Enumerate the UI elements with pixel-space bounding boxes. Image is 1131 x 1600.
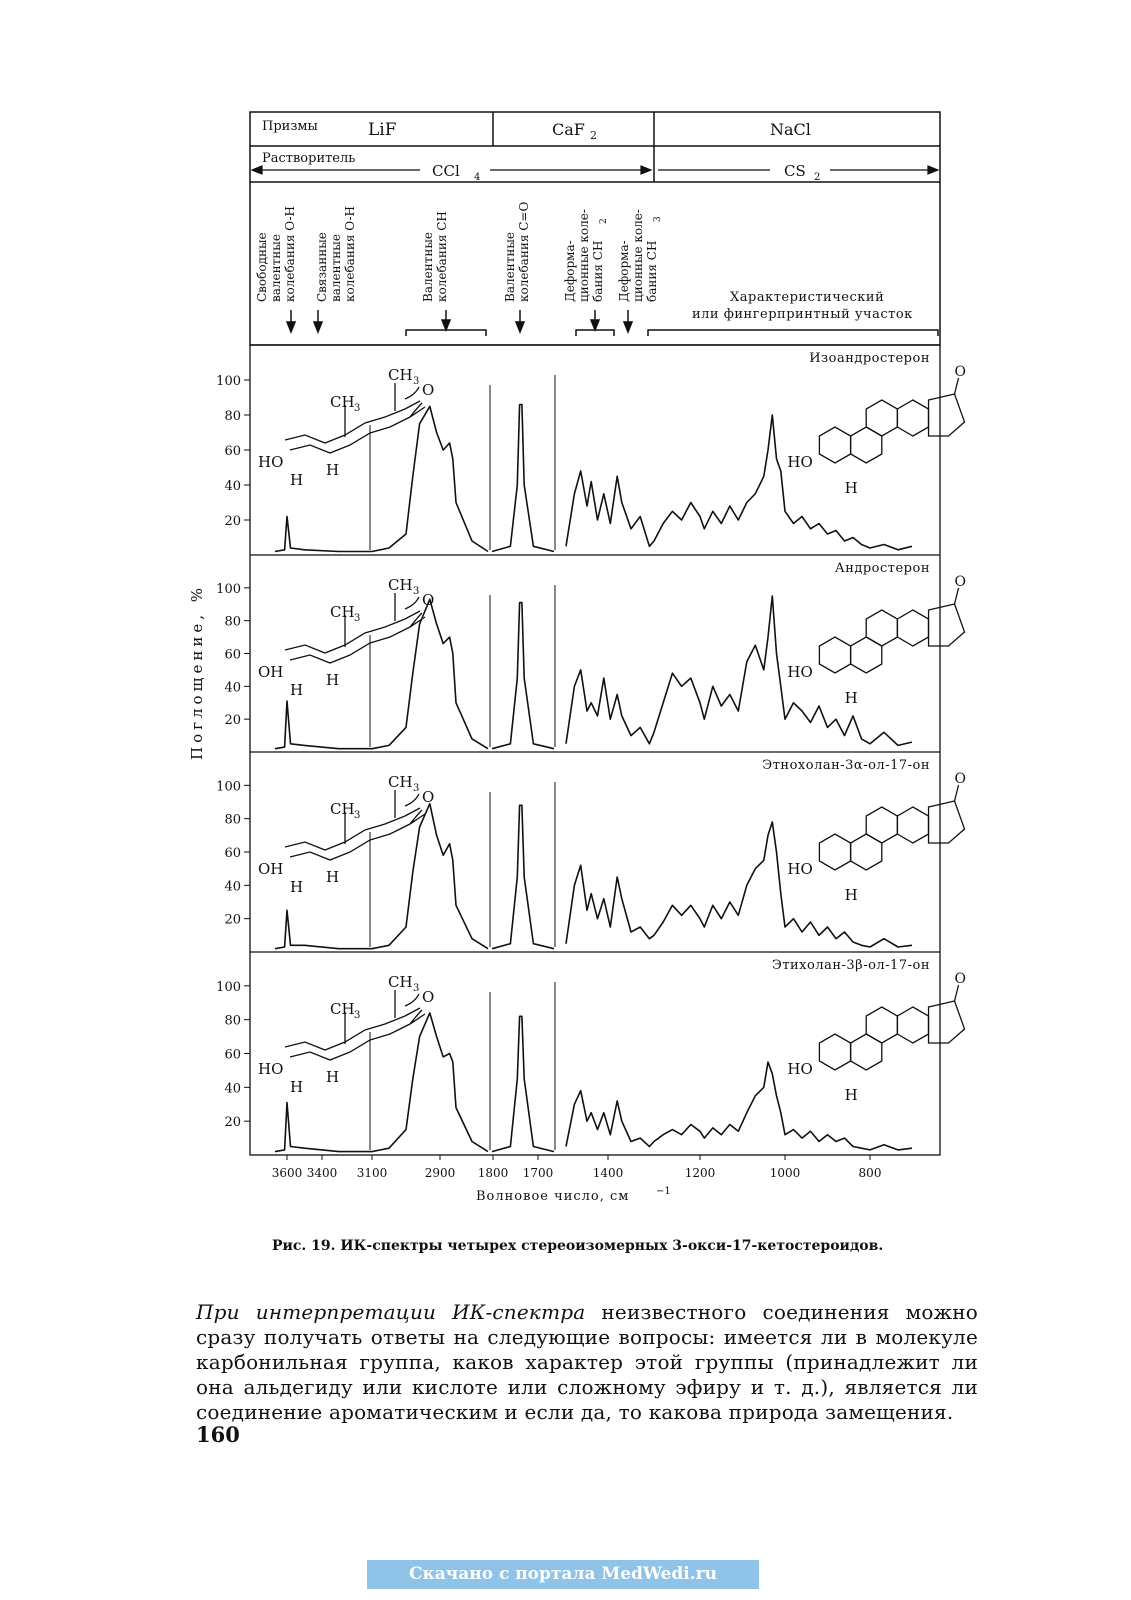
steroid-hydroxyl: HO	[787, 663, 813, 681]
svg-text:H: H	[290, 681, 304, 699]
svg-text:H: H	[290, 878, 304, 896]
conformational-structure	[285, 790, 425, 860]
conformational-structure	[285, 383, 425, 453]
spectrum-line-fp	[566, 1062, 912, 1150]
svg-text:Связанные: Связанные	[315, 232, 329, 302]
svg-text:O: O	[422, 788, 435, 806]
svg-text:H: H	[844, 886, 858, 904]
svg-text:3: 3	[413, 376, 420, 387]
x-tick-label: 3100	[356, 1166, 388, 1180]
svg-text:O: O	[954, 971, 967, 987]
svg-text:CCl: CCl	[432, 162, 460, 180]
figure-caption: Рис. 19. ИК-спектры четырех стереоизомерных 3-окси-17-кетостероидов.	[272, 1238, 884, 1254]
y-tick-label: 100	[216, 374, 241, 389]
steroid-structure	[819, 378, 964, 463]
y-tick-label: 20	[224, 1115, 241, 1131]
y-tick-label: 20	[224, 514, 241, 529]
ch3-label: CH	[388, 773, 413, 791]
y-tick-label: 80	[224, 409, 241, 424]
prism-nacl: NaCl	[770, 120, 811, 139]
ch3-label: CH	[330, 393, 355, 411]
x-tick-label: 1200	[684, 1166, 716, 1180]
band-label-bonded-oh	[315, 206, 357, 302]
prisms-label: Призмы	[262, 119, 318, 134]
steroid-structure	[819, 588, 964, 673]
y-tick-label: 60	[224, 444, 241, 459]
svg-text:H: H	[844, 1086, 858, 1104]
svg-text:O: O	[422, 591, 435, 609]
steroid-hydroxyl: HO	[787, 860, 813, 878]
spectra-layer	[258, 351, 966, 1152]
svg-text:CS: CS	[784, 162, 806, 180]
ch3-label: CH	[330, 603, 355, 621]
svg-text:O: O	[422, 988, 435, 1006]
band-label-co-stretch	[503, 202, 531, 302]
svg-text:3: 3	[413, 586, 420, 597]
svg-text:3: 3	[354, 403, 361, 414]
band-label-ch3-deform	[617, 209, 663, 302]
steroid-hydroxyl: HO	[787, 453, 813, 471]
y-tick-label: 40	[224, 879, 241, 895]
svg-text:2: 2	[590, 129, 597, 142]
band-label-free-oh	[255, 206, 297, 302]
prism-caf2	[552, 120, 597, 142]
svg-text:O: O	[954, 364, 967, 380]
svg-text:Деформа-: Деформа-	[563, 240, 577, 302]
conformational-structure	[285, 593, 425, 663]
svg-text:CaF: CaF	[552, 120, 585, 139]
ch3-label: CH	[330, 800, 355, 818]
compound-name: Изоандростерон	[809, 351, 930, 366]
svg-text:H: H	[844, 689, 858, 707]
solvent-label: Растворитель	[262, 151, 356, 166]
svg-text:ционные коле-: ционные коле-	[577, 209, 591, 302]
axis-layer	[216, 374, 881, 1180]
svg-text:валентные: валентные	[329, 234, 343, 302]
svg-text:O: O	[954, 771, 967, 787]
svg-text:Волновое число, см: Волновое число, см	[476, 1189, 630, 1204]
spectrum-line-fp	[566, 822, 912, 947]
ch3-label: CH	[330, 1000, 355, 1018]
spectrum-line-ch	[275, 599, 488, 748]
svg-text:H: H	[326, 461, 340, 479]
hydroxyl-label: HO	[258, 453, 284, 471]
fingerprint-label-2: или фингерпринтный участок	[692, 307, 913, 322]
x-tick-label: 800	[858, 1166, 882, 1180]
solvent-ccl4	[432, 162, 480, 183]
svg-text:O: O	[422, 381, 435, 399]
svg-text:3: 3	[354, 1010, 361, 1021]
spectrum-line-co	[492, 405, 554, 552]
ch3-label: CH	[388, 576, 413, 594]
x-tick-label: 2900	[424, 1166, 456, 1180]
hydroxyl-label: OH	[258, 860, 284, 878]
band-label-ch-stretch	[421, 211, 449, 302]
watermark: Скачано с портала MedWedi.ru	[367, 1560, 759, 1589]
svg-text:H: H	[326, 1068, 340, 1086]
y-tick-label: 100	[216, 581, 241, 597]
y-tick-label: 100	[216, 779, 241, 795]
compound-name: Андростерон	[834, 561, 930, 576]
spectrum-line-ch	[275, 406, 488, 551]
svg-text:3: 3	[413, 783, 420, 794]
x-tick-label: 1700	[522, 1166, 554, 1180]
y-tick-label: 40	[224, 1081, 241, 1097]
svg-text:Свободные: Свободные	[255, 232, 269, 302]
y-tick-label: 80	[224, 614, 241, 630]
svg-text:3: 3	[354, 613, 361, 624]
ch3-label: CH	[388, 973, 413, 991]
spectrum-line-co	[492, 1016, 554, 1151]
svg-text:H: H	[290, 1078, 304, 1096]
spectra-frame	[250, 345, 940, 1155]
svg-text:4: 4	[474, 172, 481, 183]
x-tick-label: 3400	[306, 1166, 338, 1180]
x-axis-label	[476, 1186, 671, 1204]
page-number: 160	[196, 1422, 240, 1447]
hydroxyl-label: OH	[258, 663, 284, 681]
spectrum-line-fp	[566, 596, 912, 745]
fingerprint-label-1: Характеристический	[730, 290, 885, 305]
x-tick-label: 1400	[592, 1166, 624, 1180]
svg-text:3: 3	[413, 983, 420, 994]
hydroxyl-label: HO	[258, 1060, 284, 1078]
svg-text:бания CH: бания CH	[645, 240, 659, 302]
spectrum-line-fp	[566, 415, 912, 550]
ch3-label: CH	[388, 366, 413, 384]
svg-text:колебания O-H: колебания O-H	[283, 205, 297, 302]
svg-text:3: 3	[354, 810, 361, 821]
y-tick-label: 60	[224, 1047, 241, 1063]
svg-text:валентные: валентные	[269, 234, 283, 302]
steroid-hydroxyl: HO	[787, 1060, 813, 1078]
x-tick-label: 1800	[477, 1166, 509, 1180]
steroid-structure	[819, 985, 964, 1070]
paragraph-lead: При интерпретации ИК-спектра	[196, 1300, 586, 1324]
steroid-structure	[819, 785, 964, 870]
svg-text:ционные коле-: ционные коле-	[631, 209, 645, 302]
x-tick-label: 3600	[271, 1166, 303, 1180]
svg-text:бания CH: бания CH	[591, 240, 605, 302]
svg-text:3: 3	[653, 216, 663, 222]
svg-text:2: 2	[814, 172, 821, 183]
y-tick-label: 20	[224, 912, 241, 928]
x-tick-label: 1000	[769, 1166, 801, 1180]
spectrum-line-co	[492, 805, 554, 948]
svg-text:Валентные: Валентные	[421, 232, 435, 302]
svg-text:−1: −1	[656, 1186, 671, 1197]
y-tick-label: 80	[224, 1013, 241, 1029]
prism-lif: LiF	[368, 120, 397, 140]
y-tick-label: 100	[216, 979, 241, 995]
svg-text:H: H	[844, 479, 858, 497]
svg-text:H: H	[326, 671, 340, 689]
y-tick-label: 40	[224, 680, 241, 696]
conformational-structure	[285, 990, 425, 1060]
spectrum-line-ch	[275, 1013, 488, 1152]
y-tick-label: 60	[224, 846, 241, 861]
svg-text:колебания O-H: колебания O-H	[343, 205, 357, 302]
paragraph-body: неизвестного соединения можно сразу получать ответы на следующие вопросы: имеется ли в молекуле карбонильная группа, каков характер этой группы (принадлежит ли она альдегиду или кислоте или сложному эфиру и т. д.), является ли соединение ароматическим и если да, то какова природа замещения.	[196, 1300, 978, 1424]
svg-text:колебания CH: колебания CH	[435, 211, 449, 302]
svg-text:2: 2	[599, 218, 609, 224]
band-label-ch2-deform	[563, 209, 609, 302]
svg-text:Деформа-: Деформа-	[617, 240, 631, 302]
y-axis-label: Поглощение, %	[188, 583, 206, 760]
solvent-arrows	[252, 166, 938, 174]
svg-text:H: H	[326, 868, 340, 886]
compound-name: Этихолан-3β-ол-17-он	[771, 958, 930, 973]
body-paragraph	[196, 1300, 978, 1425]
y-tick-label: 20	[224, 713, 241, 729]
spectrum-line-co	[492, 603, 554, 749]
y-tick-label: 80	[224, 812, 241, 828]
y-tick-label: 40	[224, 479, 241, 494]
svg-text:H: H	[290, 471, 304, 489]
y-tick-label: 60	[224, 647, 241, 663]
svg-text:O: O	[954, 574, 967, 590]
solvent-cs2	[784, 162, 820, 183]
svg-text:колебания C=O: колебания C=O	[517, 201, 531, 302]
svg-text:Валентные: Валентные	[503, 232, 517, 302]
compound-name: Этнохолан-3α-ол-17-он	[762, 758, 930, 773]
